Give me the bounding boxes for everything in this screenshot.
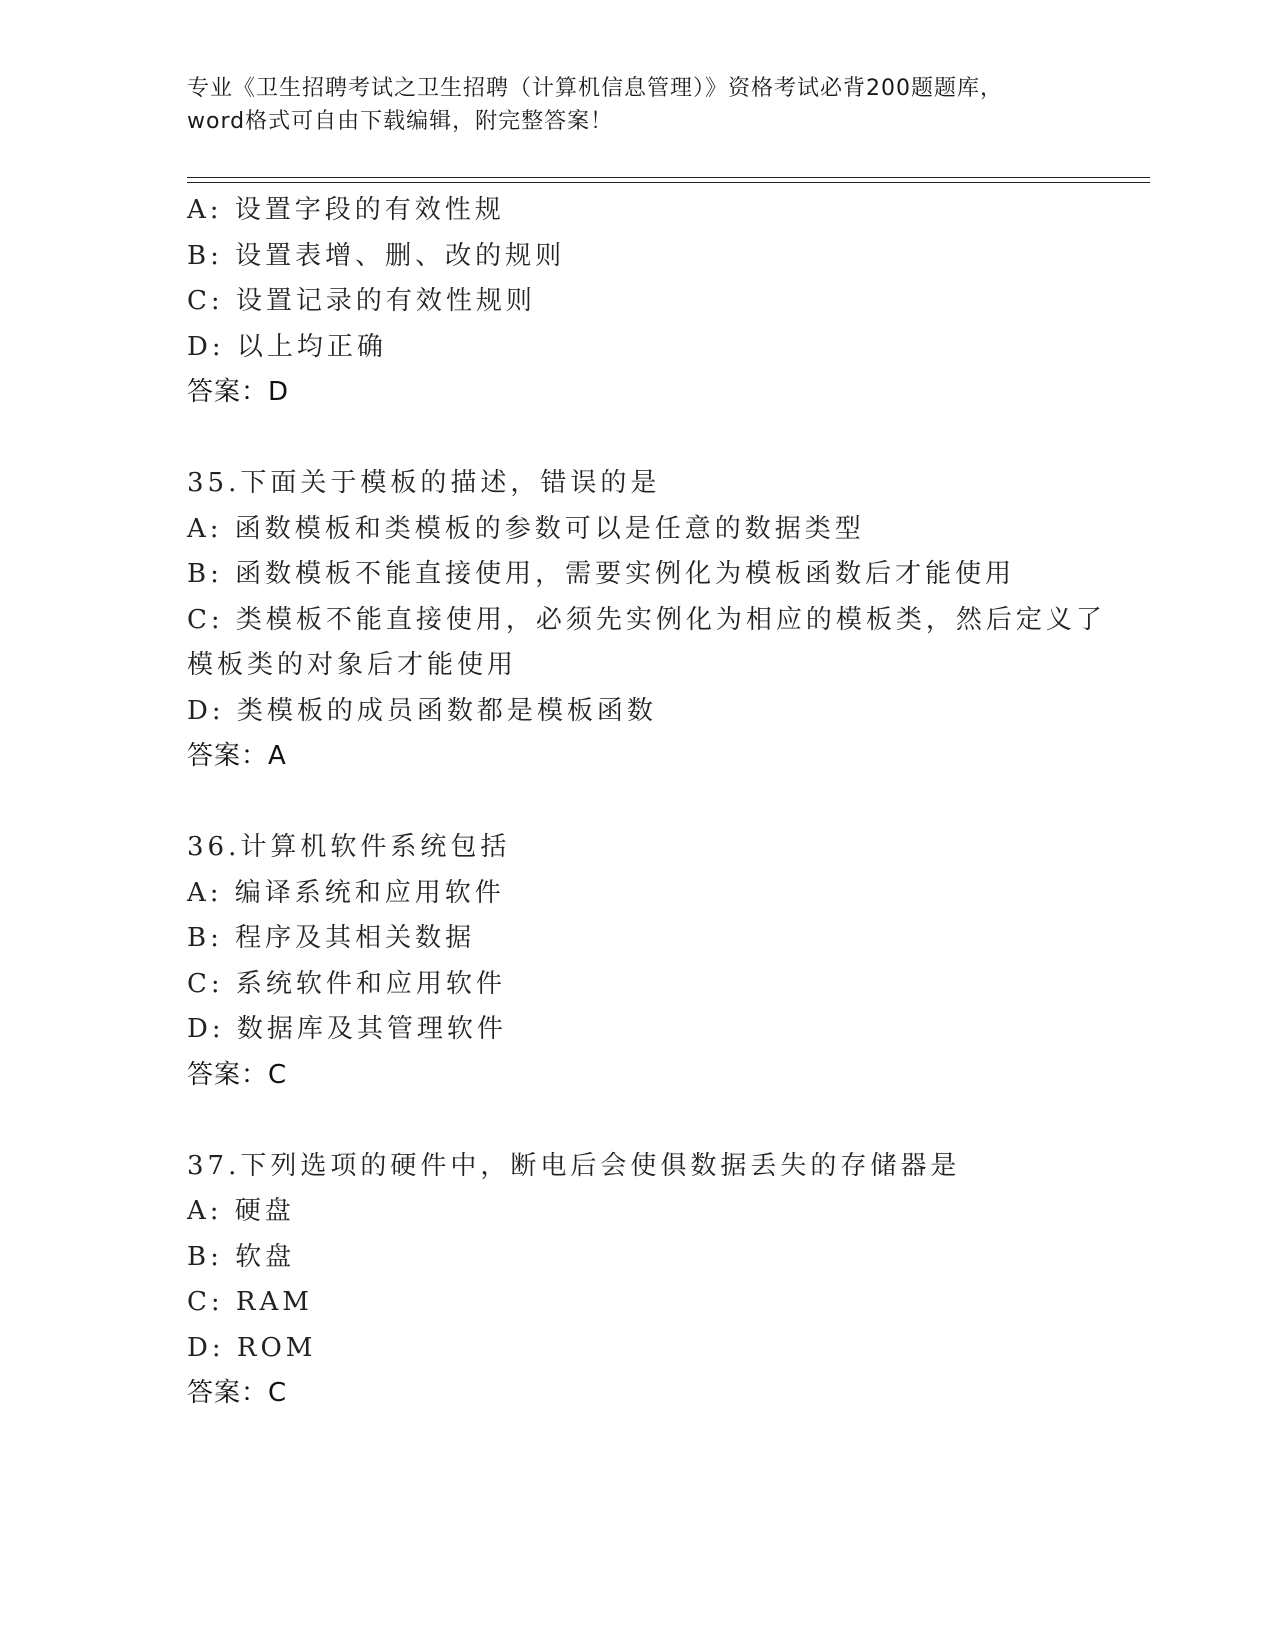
header-title-line-1: 专业《卫生招聘考试之卫生招聘（计算机信息管理）》资格考试必背200题题库， [187, 76, 1003, 101]
option-b: B: 软盘 [187, 1241, 296, 1272]
option-d: D: 类模板的成员函数都是模板函数 [187, 695, 657, 726]
question-text: 36.计算机软件系统包括 [187, 832, 511, 862]
option-c: C: RAM [187, 1287, 313, 1317]
option-c: C: 系统软件和应用软件 [187, 968, 506, 999]
option-a: A: 编译系统和应用软件 [187, 877, 505, 908]
question-block-34 [187, 188, 1087, 416]
question-block-35 [187, 461, 1106, 780]
option-a: A: 硬盘 [187, 1196, 295, 1226]
answer-line: 答案：D [187, 377, 290, 407]
option-a: A: 函数模板和类模板的参数可以是任意的数据类型 [187, 513, 865, 544]
document-header [187, 72, 1087, 138]
answer-line: 答案：C [187, 1059, 288, 1090]
option-d: D: ROM [187, 1332, 317, 1363]
question-block-37 [187, 1144, 1087, 1417]
header-divider-bottom [187, 182, 1150, 183]
header-divider-top [187, 177, 1150, 178]
option-a: A: 设置字段的有效性规 [187, 195, 505, 225]
question-list [187, 188, 1106, 1417]
header-title-line-2: word格式可自由下载编辑，附完整答案！ [187, 109, 614, 134]
option-d: D: 数据库及其管理软件 [187, 1014, 507, 1044]
option-d: D: 以上均正确 [187, 331, 387, 362]
spacer [187, 780, 1087, 826]
option-c: C: 设置记录的有效性规则 [187, 286, 536, 316]
answer-line: 答案：C [187, 1378, 288, 1408]
spacer [187, 1098, 1087, 1144]
question-block-36 [187, 825, 1087, 1098]
option-c: C: 类模板不能直接使用，必须先实例化为相应的模板类，然后定义了 [187, 604, 1106, 635]
answer-line: 答案：A [187, 741, 287, 771]
option-c-continued: 模板类的对象后才能使用 [187, 650, 518, 680]
question-text: 37.下列选项的硬件中，断电后会使俱数据丢失的存储器是 [187, 1150, 961, 1181]
spacer [187, 416, 1087, 462]
option-b: B: 函数模板不能直接使用，需要实例化为模板函数后才能使用 [187, 559, 1016, 589]
option-b: B: 设置表增、删、改的规则 [187, 240, 566, 271]
question-text: 35.下面关于模板的描述，错误的是 [187, 468, 661, 498]
option-b: B: 程序及其相关数据 [187, 923, 476, 953]
